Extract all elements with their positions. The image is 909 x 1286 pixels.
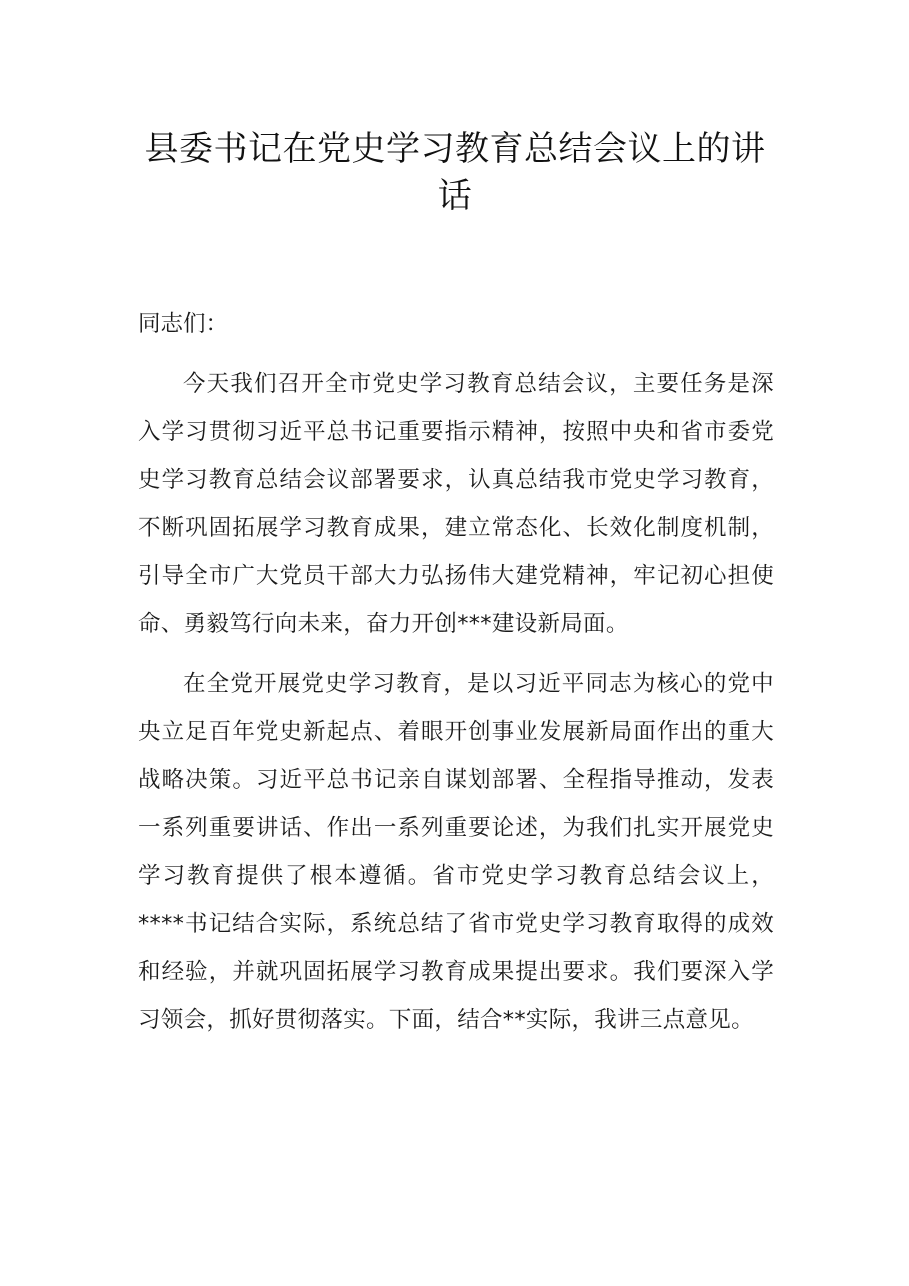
document-body: [138, 300, 774, 1056]
document-title: 县委书记在党史学习教育总结会议上的讲话: [144, 129, 766, 216]
salutation: 同志们：: [138, 311, 229, 337]
paragraph-2: 在全党开展党史学习教育，是以习近平同志为核心的党中央立足百年党史新起点、着眼开创事业发展新局面作出的重大战略决策。习近平总书记亲自谋划部署、全程指导推动，发表一系列重要讲话、作出一系列重要论述，为我们扎实开展党史学习教育提供了根本遵循。省市党史学习教育总结会议上，****书记结合实际，系统总结了省市党史学习教育取得的成效和经验，并就巩固拓展学习教育成果提出要求。我们要深入学习领会，抓好贯彻落实。下面，结合**实际，我讲三点意见。: [138, 671, 774, 1033]
paragraph-1: 今天我们召开全市党史学习教育总结会议，主要任务是深入学习贯彻习近平总书记重要指示精神，按照中央和省市委党史学习教育总结会议部署要求，认真总结我市党史学习教育，不断巩固拓展学习教育成果，建立常态化、长效化制度机制，引导全市广大党员干部大力弘扬伟大建党精神，牢记初心担使命、勇毅笃行向未来，奋力开创***建设新局面。: [138, 371, 774, 637]
